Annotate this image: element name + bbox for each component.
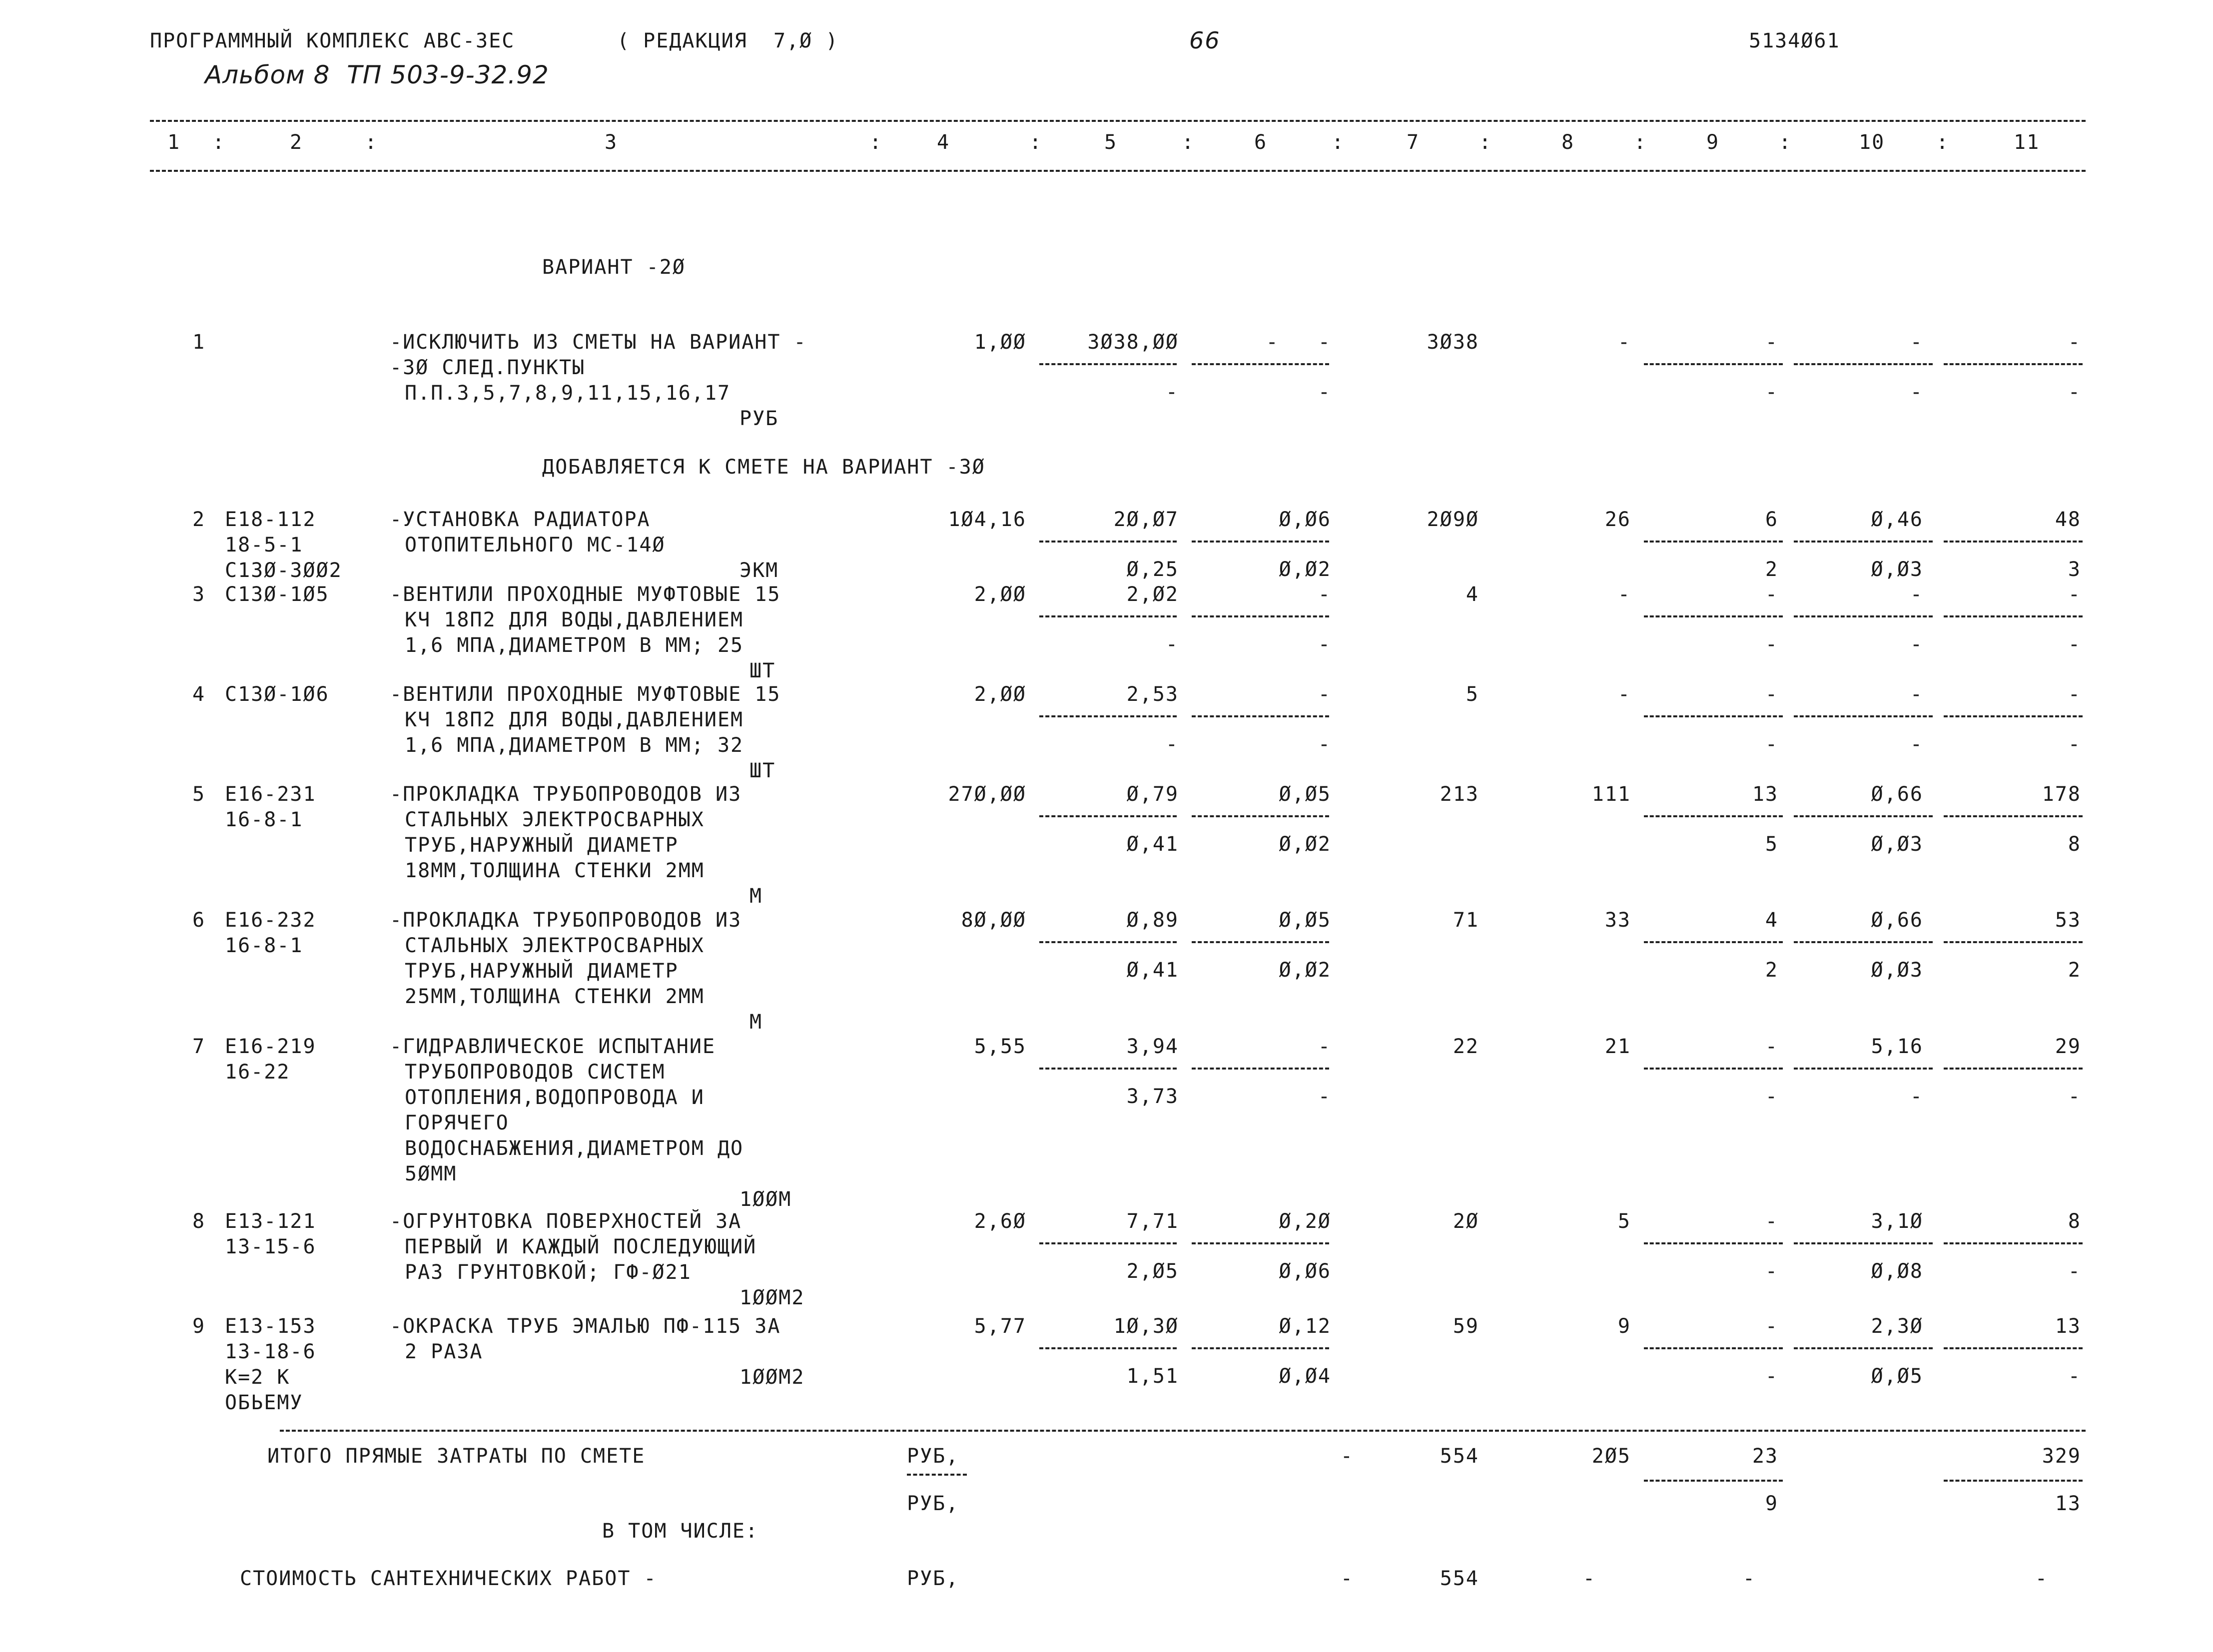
cell-c10: 5,16 [1871, 1035, 1923, 1058]
cell-c5: Ø,89 [1126, 909, 1179, 932]
cell-rule-c10 [1794, 1068, 1933, 1070]
column-separator: : [1479, 131, 1492, 154]
totals-rule [280, 1430, 2086, 1432]
cell-c5: 3,94 [1126, 1035, 1179, 1058]
row-description: ВОДОСНАБЖЕНИЯ,ДИАМЕТРОМ ДО [405, 1137, 744, 1160]
cell-c4: 27Ø,ØØ [948, 783, 1026, 806]
row-unit: РУБ [739, 407, 779, 430]
row-code: E16-231 [225, 783, 316, 806]
totals-rule-c9 [1644, 1480, 1783, 1482]
cell-c6: - [1318, 583, 1331, 606]
row-unit: М [749, 1011, 763, 1034]
page-number: 66 [1189, 27, 1221, 54]
row-description: -УСТАНОВКА РАДИАТОРА [390, 508, 651, 531]
column-number: 3 [605, 131, 618, 154]
row-description: П.П.3,5,7,8,9,11,15,16,17 [405, 382, 731, 405]
cell-c5: 1Ø,3Ø [1113, 1315, 1179, 1338]
edition-label: ( РЕДАКЦИЯ 7,Ø ) [617, 29, 839, 52]
cell-c8: 26 [1604, 508, 1631, 531]
cell-c9: - [1765, 331, 1778, 354]
totals-c9-sub: 9 [1765, 1492, 1778, 1515]
cell-c6: Ø,Ø5 [1279, 783, 1331, 806]
row-unit: 1ØØМ [739, 1188, 792, 1211]
sanitary-c9: - [1742, 1567, 1756, 1590]
cell-c5: 7,71 [1126, 1210, 1179, 1233]
cell-rule-c6 [1192, 1242, 1329, 1244]
column-number: 9 [1706, 131, 1720, 154]
cell-c5b: Ø,25 [1126, 558, 1179, 581]
cell-c10b: - [1910, 733, 1923, 756]
row-number: 9 [192, 1315, 206, 1338]
cell-c5b: - [1165, 733, 1179, 756]
row-description: 1,6 МПА,ДИАМЕТРОМ В ММ; 32 [405, 734, 744, 757]
cell-c11b: - [2068, 733, 2081, 756]
cell-rule-c11 [1944, 541, 2083, 543]
totals-c11-sub: 13 [2055, 1492, 2081, 1515]
row-description: -ПРОКЛАДКА ТРУБОПРОВОДОВ ИЗ [390, 783, 742, 806]
column-number: 5 [1104, 131, 1118, 154]
column-number: 8 [1561, 131, 1575, 154]
row-code: 18-5-1 [225, 534, 303, 556]
column-separator: : [1029, 131, 1043, 154]
cell-c8: - [1617, 583, 1631, 606]
row-description: 1,6 МПА,ДИАМЕТРОМ В ММ; 25 [405, 634, 744, 657]
cell-c4: 1,ØØ [974, 331, 1026, 354]
column-number: 2 [290, 131, 303, 154]
cell-rule-c5 [1039, 1242, 1177, 1244]
cell-c7: 2Ø9Ø [1427, 508, 1479, 531]
row-description: 5ØММ [405, 1162, 457, 1185]
row-unit: М [749, 885, 763, 908]
cell-c8: - [1617, 683, 1631, 706]
row-code: 13-15-6 [225, 1235, 316, 1258]
header-rule-top [150, 120, 2086, 122]
cell-c11b: - [2068, 1365, 2081, 1388]
row-number: 1 [192, 331, 206, 354]
cell-rule-c10 [1794, 1347, 1933, 1349]
cell-rule-c6 [1192, 541, 1329, 543]
cell-c5: 2,53 [1126, 683, 1179, 706]
cell-c6b: Ø,Ø4 [1279, 1365, 1331, 1388]
row-number: 2 [192, 508, 206, 531]
cell-rule-c10 [1794, 615, 1933, 617]
cell-rule-c9 [1644, 1242, 1783, 1244]
cell-rule-c9 [1644, 541, 1783, 543]
cell-c11b: - [2068, 381, 2081, 404]
row-description: КЧ 18П2 ДЛЯ ВОДЫ,ДАВЛЕНИЕМ [405, 708, 744, 731]
totals-c8: 2Ø5 [1591, 1445, 1631, 1468]
cell-c7: 2Ø [1453, 1210, 1479, 1233]
cell-rule-c10 [1794, 1242, 1933, 1244]
column-separator: : [365, 131, 378, 154]
row-number: 7 [192, 1035, 206, 1058]
row-code: 16-8-1 [225, 934, 303, 957]
cell-c6b: - [1318, 633, 1331, 656]
column-separator: : [1634, 131, 1647, 154]
cell-c6b: - [1318, 381, 1331, 404]
cell-c7: 213 [1440, 783, 1479, 806]
cell-rule-c6 [1192, 815, 1329, 817]
header-rule-bottom [150, 170, 2086, 172]
cell-rule-c6 [1192, 941, 1329, 943]
cell-c9: 13 [1752, 783, 1778, 806]
cell-c10b: - [1910, 633, 1923, 656]
totals-c6: - [1340, 1445, 1354, 1468]
cell-c8: 33 [1604, 909, 1631, 932]
cell-rule-c10 [1794, 541, 1933, 543]
column-number: 10 [1859, 131, 1885, 154]
cell-c5: Ø,79 [1126, 783, 1179, 806]
cell-c10b: Ø,Ø3 [1871, 959, 1923, 982]
cell-rule-c5 [1039, 541, 1177, 543]
cell-rule-c5 [1039, 1068, 1177, 1070]
row-unit: ШТ [749, 759, 776, 782]
row-description: ПЕРВЫЙ И КАЖДЫЙ ПОСЛЕДУЮЩИЙ [405, 1235, 757, 1258]
cell-c10b: Ø,Ø3 [1871, 833, 1923, 856]
row-description: ТРУБ,НАРУЖНЫЙ ДИАМЕТР [405, 834, 679, 857]
row-number: 5 [192, 783, 206, 806]
cell-c11b: - [2068, 1260, 2081, 1283]
cell-c10b: Ø,Ø3 [1871, 558, 1923, 581]
sanitary-unit: РУБ, [907, 1567, 959, 1590]
cell-c9: - [1765, 683, 1778, 706]
cell-c7: 59 [1453, 1315, 1479, 1338]
cell-c5b: 1,51 [1126, 1365, 1179, 1388]
column-separator: : [869, 131, 883, 154]
column-number: 4 [937, 131, 950, 154]
row-description: РАЗ ГРУНТОВКОЙ; ГФ-Ø21 [405, 1261, 692, 1284]
row-description: ТРУБОПРОВОДОВ СИСТЕМ [405, 1061, 666, 1084]
cell-c6b: Ø,Ø2 [1279, 959, 1331, 982]
column-number: 11 [2014, 131, 2040, 154]
cell-rule-c9 [1644, 1068, 1783, 1070]
row-code: C13Ø-1Ø6 [225, 683, 329, 706]
cell-c4: 5,77 [974, 1315, 1026, 1338]
row-unit: ЭКМ [739, 559, 779, 582]
cell-c4: 5,55 [974, 1035, 1026, 1058]
cell-rule-c10 [1794, 815, 1933, 817]
row-description: 2 РАЗА [405, 1340, 483, 1363]
cell-rule-c9 [1644, 941, 1783, 943]
row-unit: 1ØØМ2 [739, 1286, 805, 1309]
cell-c8: 111 [1591, 783, 1631, 806]
cell-c6b: - [1318, 1085, 1331, 1108]
cell-rule-c11 [1944, 363, 2083, 365]
cell-c11: 13 [2055, 1315, 2081, 1338]
row-code: 16-8-1 [225, 808, 303, 831]
cell-rule-c11 [1944, 1068, 2083, 1070]
cell-c9: 4 [1765, 909, 1778, 932]
cell-c9b: 2 [1765, 558, 1778, 581]
variant-title: ВАРИАНТ -2Ø [542, 256, 686, 279]
row-code: ОБЬЕМУ [225, 1391, 303, 1414]
cell-c9: - [1765, 1315, 1778, 1338]
cell-c5b: 3,73 [1126, 1085, 1179, 1108]
cell-c11: - [2068, 583, 2081, 606]
cell-c11: - [2068, 683, 2081, 706]
column-separator: : [1182, 131, 1195, 154]
cell-c10: 3,1Ø [1871, 1210, 1923, 1233]
cell-c9b: - [1765, 733, 1778, 756]
row-description: ГОРЯЧЕГО [405, 1111, 509, 1134]
cell-rule-c11 [1944, 815, 2083, 817]
row-description: -ОКРАСКА ТРУБ ЭМАЛЬЮ ПФ-115 ЗА [390, 1315, 781, 1338]
cell-rule-c6 [1192, 615, 1329, 617]
cell-c11b: - [2068, 633, 2081, 656]
cell-c5: 3Ø38,ØØ [1087, 331, 1179, 354]
row-unit: 1ØØМ2 [739, 1366, 805, 1389]
cell-c4: 2,ØØ [974, 683, 1026, 706]
cell-rule-c5 [1039, 1347, 1177, 1349]
row-code: E18-112 [225, 508, 316, 531]
row-description: КЧ 18П2 ДЛЯ ВОДЫ,ДАВЛЕНИЕМ [405, 608, 744, 631]
cell-c11: 8 [2068, 1210, 2081, 1233]
cell-c9: - [1765, 1035, 1778, 1058]
row-description: -3Ø СЛЕД.ПУНКТЫ [390, 356, 586, 379]
cell-c6b: Ø,Ø2 [1279, 833, 1331, 856]
cell-c8: 5 [1617, 1210, 1631, 1233]
cell-c6: Ø,Ø5 [1279, 909, 1331, 932]
cell-c6: Ø,Ø6 [1279, 508, 1331, 531]
cell-c7: 5 [1466, 683, 1479, 706]
cell-rule-c9 [1644, 715, 1783, 717]
row-description: ОТОПЛЕНИЯ,ВОДОПРОВОДА И [405, 1086, 705, 1109]
cell-c10b: - [1910, 1085, 1923, 1108]
row-description: СТАЛЬНЫХ ЭЛЕКТРОСВАРНЫХ [405, 934, 705, 957]
cell-c8: - [1617, 331, 1631, 354]
cell-rule-c6 [1192, 715, 1329, 717]
cell-rule-c9 [1644, 615, 1783, 617]
cell-rule-c6 [1192, 1068, 1329, 1070]
column-separator: : [1332, 131, 1345, 154]
cell-c9b: - [1765, 1365, 1778, 1388]
cell-c5b: 2,Ø5 [1126, 1260, 1179, 1283]
cell-c8: 21 [1604, 1035, 1631, 1058]
cell-c5b: Ø,41 [1126, 959, 1179, 982]
column-number: 1 [167, 131, 181, 154]
cell-c6: - - [1266, 331, 1331, 354]
cell-rule-c5 [1039, 815, 1177, 817]
totals-c7: 554 [1440, 1445, 1479, 1468]
row-description: СТАЛЬНЫХ ЭЛЕКТРОСВАРНЫХ [405, 808, 705, 831]
row-description: -ИСКЛЮЧИТЬ ИЗ СМЕТЫ НА ВАРИАНТ - [390, 331, 807, 354]
cell-c5b: - [1165, 633, 1179, 656]
column-number: 6 [1254, 131, 1268, 154]
cell-c11: 178 [2042, 783, 2081, 806]
cell-rule-c6 [1192, 363, 1329, 365]
cell-c10: Ø,66 [1871, 783, 1923, 806]
cell-c6: Ø,2Ø [1279, 1210, 1331, 1233]
cell-c5: 2,Ø2 [1126, 583, 1179, 606]
cell-rule-c5 [1039, 941, 1177, 943]
cell-c5b: - [1165, 381, 1179, 404]
row-number: 3 [192, 583, 206, 606]
cell-c7: 4 [1466, 583, 1479, 606]
totals-c9: 23 [1752, 1445, 1778, 1468]
cell-c9: - [1765, 583, 1778, 606]
row-description: -ОГРУНТОВКА ПОВЕРХНОСТЕЙ ЗА [390, 1210, 742, 1233]
column-separator: : [1779, 131, 1792, 154]
cell-c11: 29 [2055, 1035, 2081, 1058]
sanitary-c7: 554 [1440, 1567, 1479, 1590]
totals-unit-rule [907, 1474, 967, 1476]
cell-rule-c11 [1944, 1242, 2083, 1244]
cell-c4: 1Ø4,16 [948, 508, 1026, 531]
row-description: -ГИДРАВЛИЧЕСКОЕ ИСПЫТАНИЕ [390, 1035, 716, 1058]
cell-rule-c9 [1644, 1347, 1783, 1349]
row-number: 8 [192, 1210, 206, 1233]
row-description: -ВЕНТИЛИ ПРОХОДНЫЕ МУФТОВЫЕ 15 [390, 583, 781, 606]
row-code: E13-153 [225, 1315, 316, 1338]
cell-rule-c11 [1944, 941, 2083, 943]
row-unit: ШТ [749, 659, 776, 682]
cell-c11: 48 [2055, 508, 2081, 531]
cell-c9b: - [1765, 381, 1778, 404]
cell-c5b: Ø,41 [1126, 833, 1179, 856]
cell-c6b: - [1318, 733, 1331, 756]
totals-unit-2: РУБ, [907, 1492, 959, 1515]
cell-c9b: 2 [1765, 959, 1778, 982]
cell-c10: 2,3Ø [1871, 1315, 1923, 1338]
cell-c9b: - [1765, 633, 1778, 656]
cell-c9b: - [1765, 1085, 1778, 1108]
row-number: 4 [192, 683, 206, 706]
cell-c6: Ø,12 [1279, 1315, 1331, 1338]
row-code: 16-22 [225, 1061, 290, 1084]
row-code: C13Ø-3ØØ2 [225, 559, 342, 582]
cell-rule-c11 [1944, 715, 2083, 717]
document-code: 5134Ø61 [1749, 29, 1840, 52]
sanitary-label: СТОИМОСТЬ САНТЕХНИЧЕСКИХ РАБОТ - [240, 1567, 657, 1590]
added-section-title: ДОБАВЛЯЕТСЯ К СМЕТЕ НА ВАРИАНТ -3Ø [542, 456, 985, 479]
cell-rule-c10 [1794, 363, 1933, 365]
cell-c8: 9 [1617, 1315, 1631, 1338]
row-code: E13-121 [225, 1210, 316, 1233]
totals-rule-c11 [1944, 1480, 2083, 1482]
row-description: 25ММ,ТОЛЩИНА СТЕНКИ 2ММ [405, 985, 705, 1008]
sanitary-c6: - [1340, 1567, 1354, 1590]
row-description: -ВЕНТИЛИ ПРОХОДНЫЕ МУФТОВЫЕ 15 [390, 683, 781, 706]
cell-c10b: Ø,Ø5 [1871, 1365, 1923, 1388]
row-code: 13-18-6 [225, 1340, 316, 1363]
program-title: ПРОГРАММНЫЙ КОМПЛЕКС АВС-3ЕС [150, 29, 515, 52]
cell-c6: - [1318, 1035, 1331, 1058]
column-separator: : [212, 131, 226, 154]
row-number: 6 [192, 909, 206, 932]
cell-c7: 71 [1453, 909, 1479, 932]
cell-rule-c5 [1039, 615, 1177, 617]
cell-c10: - [1910, 583, 1923, 606]
cell-c11b: - [2068, 1085, 2081, 1108]
totals-unit-1: РУБ, [907, 1445, 959, 1468]
cell-c11: - [2068, 331, 2081, 354]
cell-rule-c9 [1644, 815, 1783, 817]
row-description: 18ММ,ТОЛЩИНА СТЕНКИ 2ММ [405, 859, 705, 882]
cell-rule-c10 [1794, 941, 1933, 943]
cell-rule-c10 [1794, 715, 1933, 717]
cell-c11b: 3 [2068, 558, 2081, 581]
cell-c6: - [1318, 683, 1331, 706]
cell-c7: 3Ø38 [1427, 331, 1479, 354]
cell-rule-c11 [1944, 1347, 2083, 1349]
sanitary-c8: - [1582, 1567, 1596, 1590]
cell-c10b: Ø,Ø8 [1871, 1260, 1923, 1283]
cell-c5: 2Ø,Ø7 [1113, 508, 1179, 531]
totals-c11: 329 [2042, 1445, 2081, 1468]
cell-c11b: 8 [2068, 833, 2081, 856]
cell-c10: Ø,66 [1871, 909, 1923, 932]
cell-rule-c6 [1192, 1347, 1329, 1349]
sanitary-c11: - [2035, 1567, 2048, 1590]
row-code: K=2 K [225, 1366, 290, 1389]
totals-label: ИТОГО ПРЯМЫЕ ЗАТРАТЫ ПО СМЕТЕ [267, 1445, 646, 1468]
cell-c9b: - [1765, 1260, 1778, 1283]
row-description: ОТОПИТЕЛЬНОГО МС-14Ø [405, 534, 666, 556]
cell-c7: 22 [1453, 1035, 1479, 1058]
cell-c9: 6 [1765, 508, 1778, 531]
cell-rule-c5 [1039, 715, 1177, 717]
including-label: В ТОМ ЧИСЛЕ: [602, 1520, 758, 1543]
cell-c9b: 5 [1765, 833, 1778, 856]
cell-c10: - [1910, 331, 1923, 354]
cell-rule-c11 [1944, 615, 2083, 617]
cell-c9: - [1765, 1210, 1778, 1233]
column-number: 7 [1407, 131, 1420, 154]
cell-c4: 2,6Ø [974, 1210, 1026, 1233]
cell-c11: 53 [2055, 909, 2081, 932]
cell-c4: 2,ØØ [974, 583, 1026, 606]
cell-c6b: Ø,Ø6 [1279, 1260, 1331, 1283]
cell-c10: - [1910, 683, 1923, 706]
row-description: -ПРОКЛАДКА ТРУБОПРОВОДОВ ИЗ [390, 909, 742, 932]
cell-c11b: 2 [2068, 959, 2081, 982]
cell-rule-c9 [1644, 363, 1783, 365]
row-code: C13Ø-1Ø5 [225, 583, 329, 606]
row-code: E16-232 [225, 909, 316, 932]
row-description: ТРУБ,НАРУЖНЫЙ ДИАМЕТР [405, 960, 679, 983]
cell-c4: 8Ø,ØØ [961, 909, 1026, 932]
cell-c10: Ø,46 [1871, 508, 1923, 531]
cell-c10b: - [1910, 381, 1923, 404]
row-code: E16-219 [225, 1035, 316, 1058]
cell-c6b: Ø,Ø2 [1279, 558, 1331, 581]
column-separator: : [1936, 131, 1950, 154]
album-note: Альбом 8 ТП 503-9-32.92 [205, 60, 549, 89]
cell-rule-c5 [1039, 363, 1177, 365]
